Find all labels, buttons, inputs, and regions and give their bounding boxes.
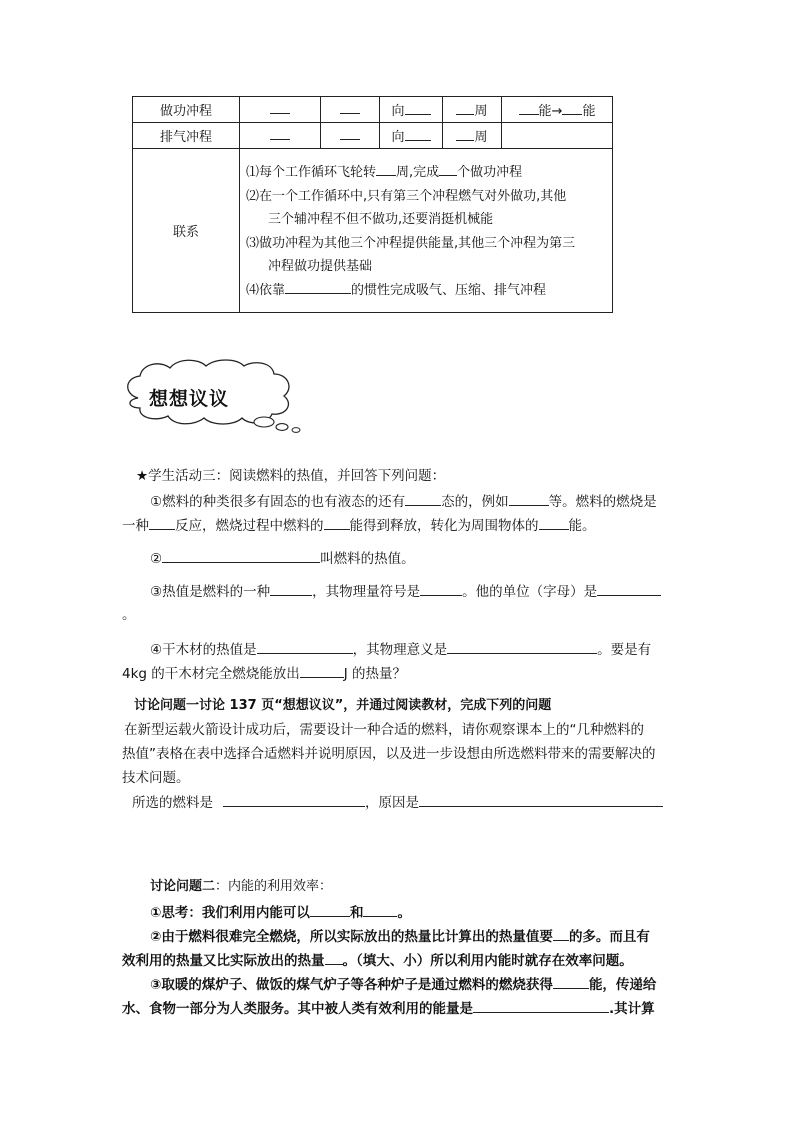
discussion2-title: 讨论问题二：内能的利用效率： — [150, 879, 333, 894]
discussion2-q2-line1: ②由于燃料很难完全燃烧，所以实际放出的热量比计算出的热量值要 的多。而且有 — [150, 929, 650, 945]
blank-cell — [240, 123, 321, 149]
engine-strokes-table — [132, 96, 613, 313]
activity3-title: ★学生活动三：阅读燃料的热值，并回答下列问题： — [136, 468, 446, 484]
discussion1-para-line2: 热值”表格在表中选择合适燃料并说明原因，以及进一步设想由所选燃料带来的需要解决的 — [122, 746, 656, 762]
discussion1-para-line1: 在新型运载火箭设计成功后，需要设计一种合适的燃料，请你观察课本上的“几种燃料的 — [124, 722, 644, 738]
row-label-zuogong: 做功冲程 — [133, 97, 240, 123]
relationship-item-4: ⑷依靠 的惯性完成吸气、压缩、排气冲程 — [246, 282, 547, 298]
turns-cell: 周 — [443, 123, 502, 149]
relationship-item-1: ⑴每个工作循环飞轮转 周,完成 个做功冲程 — [246, 165, 523, 180]
discussion1-title: 讨论问题一讨论 137 页“想想议议”，并通过阅读教材，完成下列的问题 — [134, 698, 552, 713]
relationship-item-2: ⑵在一个工作循环中,只有第三个冲程燃气对外做功,其他 — [246, 188, 567, 204]
discussion2-q2-line2: 效利用的热量又比实际放出的热量 。（填大、小）所以利用内能时就存在效率问题。 — [122, 953, 633, 969]
blank-cell — [240, 97, 321, 123]
empty-cell — [502, 123, 613, 149]
discussion1-answer: 所选的燃料是 ，原因是 — [132, 793, 663, 812]
discussion2-q3-line1: ③取暖的煤炉子、做饭的煤气炉子等各种炉子是通过燃料的燃烧获得 能，传递给 — [150, 977, 657, 993]
activity3-q1-line2: 一种 反应，燃烧过程中燃料的 能得到释放，转化为周围物体的 能。 — [122, 518, 596, 534]
discussion2-q3-line2: 水、食物一部分为人类服务。其中被人类有效利用的能量是 .其计算 — [122, 1001, 655, 1017]
activity3-q2: ② 叫燃料的热值。 — [150, 551, 415, 567]
relationship-item-3: ⑶做功冲程为其他三个冲程提供能量,其他三个冲程为第三 — [246, 235, 576, 251]
table-row — [133, 149, 613, 313]
relationship-item-3-cont: 冲程做功提供基础 — [268, 259, 373, 274]
activity3-q3-end: 。 — [122, 607, 136, 623]
activity3-q1-line1: ①燃料的种类很多有固态的也有液态的还有 态的，例如 等。燃料的燃烧是 — [150, 494, 657, 510]
table-row — [133, 97, 613, 123]
section-title-xiangxiangyiyi: 想想议议 — [149, 388, 230, 410]
energy-conversion-cell: 能→ 能 — [502, 97, 613, 123]
table-row — [133, 123, 613, 149]
relationship-cell — [240, 149, 613, 313]
discussion2-q1: ①思考：我们利用内能可以 和 。 — [150, 905, 411, 921]
relationship-item-2-cont: 三个辅冲程不但不做功,还要消挺机械能 — [268, 212, 494, 227]
blank-cell — [321, 97, 380, 123]
activity3-q3: ③热值是燃料的一种 ，其物理量符号是 。他的单位（字母）是 — [150, 582, 661, 601]
activity3-q4-line2: 4kg 的干木材完全燃烧能放出 J 的热量？ — [122, 666, 407, 682]
activity3-q4-line1: ④干木材的热值是 ，其物理意义是 。要是有 — [150, 642, 652, 658]
direction-cell: 向 — [380, 123, 443, 149]
blank-cell — [321, 123, 380, 149]
discussion1-para-line3: 技术问题。 — [122, 770, 190, 786]
direction-cell: 向 — [380, 97, 443, 123]
row-label-paiqi: 排气冲程 — [133, 123, 240, 149]
turns-cell: 周 — [443, 97, 502, 123]
row-label-lianxi: 联系 — [133, 149, 240, 313]
arrow-icon: → — [551, 104, 563, 119]
